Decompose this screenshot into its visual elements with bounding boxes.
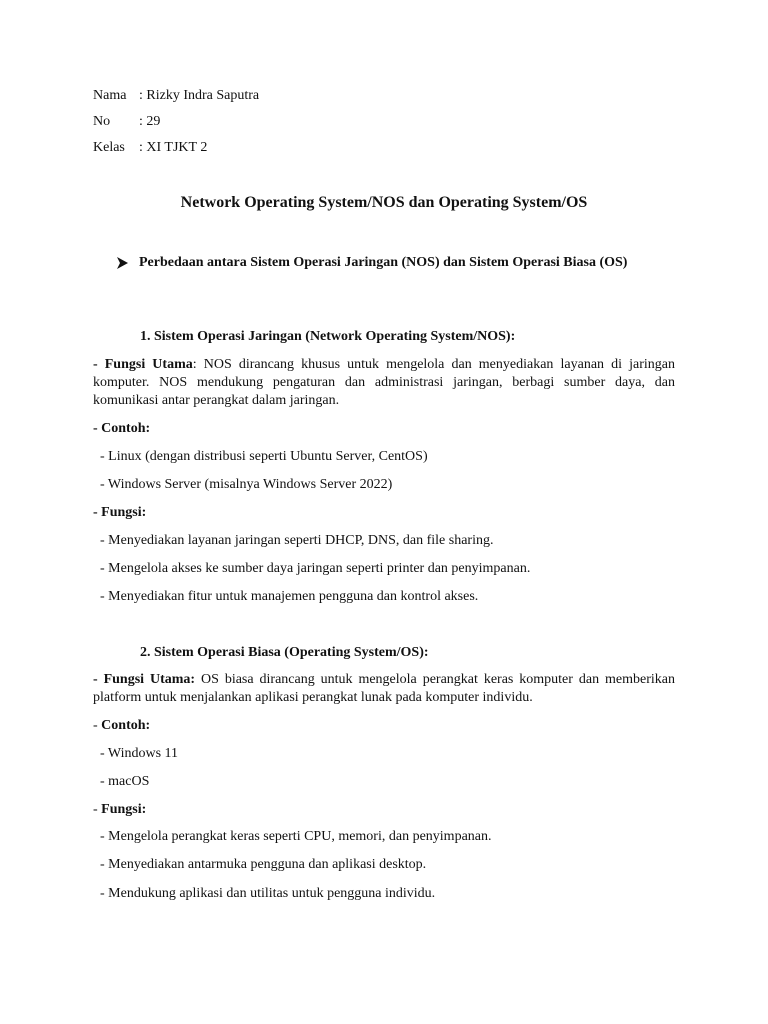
section-2-heading: 2. Sistem Operasi Biasa (Operating System/OS): [140, 645, 429, 660]
section-2-fungsi-utama-text: OS biasa dirancang untuk mengelola perangkat keras komputer dan memberikan platform untuk menjalankan aplikasi perangkat lunak pada komputer individu. [93, 672, 675, 705]
kelas-label: Kelas [93, 140, 125, 155]
section-1-contoh-label: - Contoh: [93, 421, 151, 436]
no-label: No [93, 114, 111, 129]
nama-label: Nama [93, 88, 127, 103]
document-title: Network Operating System/NOS dan Operating System/OS [180, 194, 588, 211]
section-2-fungsi-item: - Mengelola perangkat keras seperti CPU, memori, dan penyimpanan. [100, 829, 492, 844]
kelas-value: : XI TJKT 2 [139, 140, 208, 155]
section-1-fungsi-utama [93, 356, 675, 410]
section-2-fungsi-utama-label: - Fungsi Utama: [93, 672, 196, 687]
section-1-fungsi-item: - Menyediakan fitur untuk manajemen pengguna dan kontrol akses. [100, 589, 479, 604]
bullet-heading-text: Perbedaan antara Sistem Operasi Jaringan (NOS) dan Sistem Operasi Biasa (OS) [139, 255, 628, 270]
section-2-fungsi-utama [93, 671, 675, 707]
section-1-fungsi-item: - Mengelola akses ke sumber daya jaringan seperti printer dan penyimpanan. [100, 561, 531, 576]
section-1-fungsi-label: - Fungsi: [93, 505, 147, 520]
section-2-contoh-label: - Contoh: [93, 718, 151, 733]
section-1-fungsi-utama-text: : NOS dirancang khusus untuk mengelola dan menyediakan layanan di jaringan komputer. NOS mendukung pengaturan dan administrasi jaringan, berbagi sumber daya, dan komunikasi antar perangkat dalam jaringan. [93, 357, 675, 408]
section-1-contoh-item: - Linux (dengan distribusi seperti Ubuntu Server, CentOS) [100, 449, 428, 464]
section-2-contoh-item: - Windows 11 [100, 746, 178, 761]
no-value: : 29 [139, 114, 161, 129]
section-1-contoh-item: - Windows Server (misalnya Windows Server 2022) [100, 477, 393, 492]
section-2-fungsi-item: - Menyediakan antarmuka pengguna dan aplikasi desktop. [100, 857, 427, 872]
section-2-fungsi-item: - Mendukung aplikasi dan utilitas untuk pengguna individu. [100, 886, 436, 901]
section-1-heading: 1. Sistem Operasi Jaringan (Network Operating System/NOS): [140, 329, 516, 344]
section-1-fungsi-utama-label: - Fungsi Utama [93, 357, 193, 372]
section-1-fungsi-item: - Menyediakan layanan jaringan seperti DHCP, DNS, dan file sharing. [100, 533, 494, 548]
nama-value: : Rizky Indra Saputra [139, 88, 260, 103]
section-2-contoh-item: - macOS [100, 774, 150, 789]
section-2-fungsi-label: - Fungsi: [93, 802, 147, 817]
arrow-bullet-icon [115, 254, 131, 272]
